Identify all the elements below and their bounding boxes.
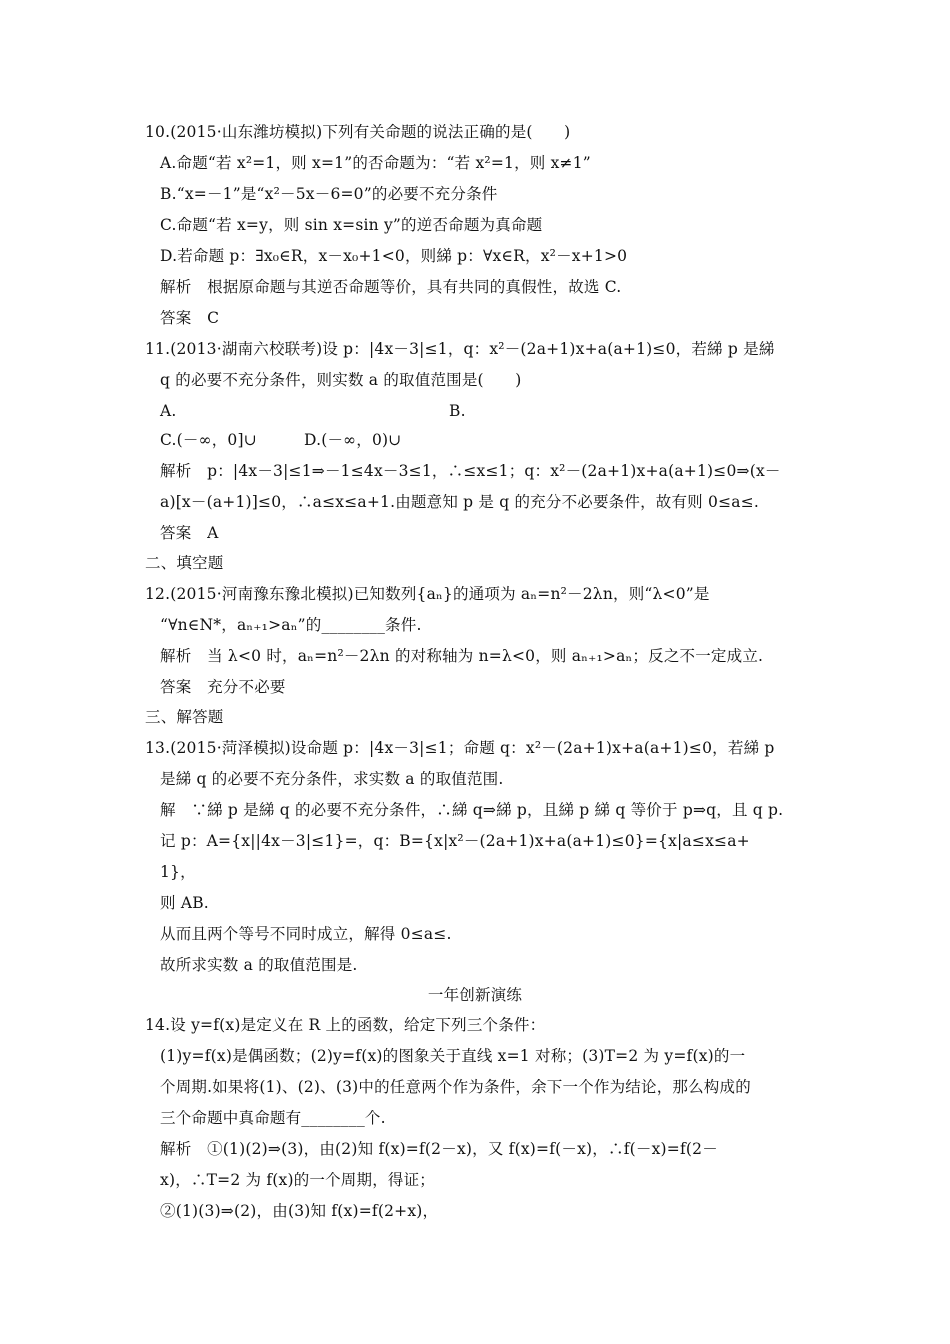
q13-solution-line1: 解 ∵綈 p 是綈 q 的必要不充分条件，∴綈 q⇒綈 p，且綈 p 綈 q 等价于 p⇒q，且 q p. bbox=[160, 801, 784, 819]
q14-analysis-line3: ②(1)(3)⇒(2)，由(3)知 f(x)=f(2+x)， bbox=[160, 1202, 439, 1220]
q14-stem-line1: 14.设 y=f(x)是定义在 R 上的函数，给定下列三个条件： bbox=[145, 1016, 546, 1034]
q10-option-d: D.若命题 p：∃x₀∈R，x－x₀+1<0，则綈 p：∀x∈R，x²－x+1>0 bbox=[160, 247, 628, 265]
q11-analysis-line1: 解析 p：|4x－3|≤1⇒－1≤4x－3≤1，∴≤x≤1；q：x²－(2a+1)x+a(a+1)≤0⇒(x－ bbox=[160, 462, 781, 480]
q10-answer: 答案 C bbox=[160, 309, 220, 327]
q13-solution-line2: 记 p：A={x||4x－3|≤1}=，q：B={x|x²－(2a+1)x+a(a+1)≤0}={x|a≤x≤a+ bbox=[160, 832, 750, 850]
q14-stem-line3: 个周期.如果将(1)、(2)、(3)中的任意两个作为条件，余下一个作为结论，那么构成的 bbox=[160, 1078, 751, 1096]
q12-stem-line2: “∀n∈N*，aₙ₊₁>aₙ”的________条件. bbox=[160, 616, 422, 634]
q14-stem-line2: (1)y=f(x)是偶函数；(2)y=f(x)的图象关于直线 x=1 对称；(3)T=2 为 y=f(x)的一 bbox=[160, 1047, 746, 1065]
q13-solution-line3: 1}， bbox=[160, 863, 196, 881]
q11-stem-line2: q 的必要不充分条件，则实数 a 的取值范围是( ) bbox=[160, 371, 522, 389]
q12-analysis: 解析 当 λ<0 时，aₙ=n²－2λn 的对称轴为 n=λ<0，则 aₙ₊₁>aₙ；反之不一定成立. bbox=[160, 647, 764, 665]
q13-solution-line4: 则 AB. bbox=[160, 894, 209, 912]
section-fill-in: 二、填空题 bbox=[145, 554, 224, 572]
q11-option-b: B. bbox=[449, 402, 466, 420]
q11-stem-line1: 11.(2013·湖南六校联考)设 p：|4x－3|≤1，q：x²－(2a+1)x+a(a+1)≤0，若綈 p 是綈 bbox=[145, 340, 775, 358]
section-innovation-heading: 一年创新演练 bbox=[427, 986, 523, 1004]
q13-solution-line5: 从而且两个等号不同时成立，解得 0≤a≤. bbox=[160, 925, 452, 943]
q10-option-b: B.“x=－1”是“x²－5x－6=0”的必要不充分条件 bbox=[160, 185, 498, 203]
q14-analysis-line2: x)，∴T=2 为 f(x)的一个周期，得证； bbox=[160, 1171, 436, 1189]
q10-analysis: 解析 根据原命题与其逆否命题等价，具有共同的真假性，故选 C. bbox=[160, 278, 622, 296]
q12-stem-line1: 12.(2015·河南豫东豫北模拟)已知数列{aₙ}的通项为 aₙ=n²－2λn，则“λ<0”是 bbox=[145, 585, 710, 603]
q12-answer: 答案 充分不必要 bbox=[160, 678, 286, 696]
q13-stem-line2: 是綈 q 的必要不充分条件，求实数 a 的取值范围. bbox=[160, 770, 504, 788]
q11-option-a: A. bbox=[160, 402, 177, 420]
q13-solution-line6: 故所求实数 a 的取值范围是. bbox=[160, 956, 358, 974]
q11-options-cd: C.(－∞，0]∪ D.(－∞，0)∪ bbox=[160, 431, 402, 449]
q14-stem-line4: 三个命题中真命题有________个. bbox=[160, 1109, 386, 1127]
section-solution: 三、解答题 bbox=[145, 708, 224, 726]
q10-option-c: C.命题“若 x=y，则 sin x=sin y”的逆否命题为真命题 bbox=[160, 216, 543, 234]
q11-analysis-line2: a)[x－(a+1)]≤0，∴a≤x≤a+1.由题意知 p 是 q 的充分不必要条件，故有则 0≤a≤. bbox=[160, 493, 760, 511]
q10-stem: 10.(2015·山东潍坊模拟)下列有关命题的说法正确的是( ) bbox=[145, 123, 571, 141]
q13-stem-line1: 13.(2015·菏泽模拟)设命题 p：|4x－3|≤1；命题 q：x²－(2a+1)x+a(a+1)≤0，若綈 p bbox=[145, 739, 775, 757]
q10-option-a: A.命题“若 x²=1，则 x=1”的否命题为：“若 x²=1，则 x≠1” bbox=[160, 154, 591, 172]
q14-analysis-line1: 解析 ①(1)(2)⇒(3)，由(2)知 f(x)=f(2－x)，又 f(x)=f(－x)，∴f(－x)=f(2－ bbox=[160, 1140, 718, 1158]
q11-answer: 答案 A bbox=[160, 524, 219, 542]
